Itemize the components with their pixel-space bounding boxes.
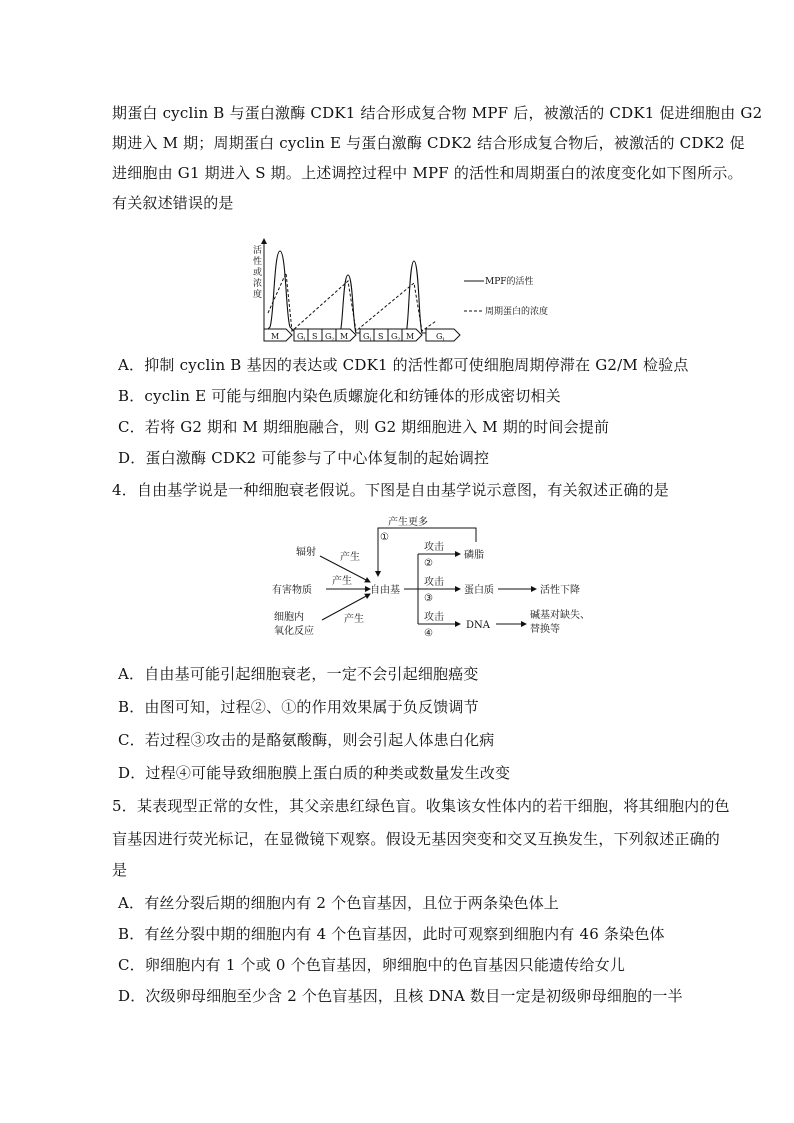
protein-label: 蛋白质 bbox=[464, 585, 494, 596]
produce-1-label: 产生 bbox=[340, 552, 360, 563]
q5-stem-line-1: 5．某表现型正常的女性，其父亲患红绿色盲。收集该女性体内的若干细胞，将其细胞内的色 bbox=[112, 797, 730, 815]
process-4-label: ④ bbox=[424, 628, 433, 639]
phase-g2-1: G bbox=[325, 332, 332, 341]
q5-option-a: A．有丝分裂后期的细胞内有 2 个色盲基因，且位于两条染色体上 bbox=[118, 894, 560, 912]
q3-option-a: A．抑制 cyclin B 基因的表达或 CDK1 的活性都可使细胞周期停滞在 G2/M 检验点 bbox=[118, 356, 689, 374]
legend-cyclin-label: 周期蛋白的浓度 bbox=[485, 307, 549, 317]
q5-stem-line-2: 盲基因进行荧光标记，在显微镜下观察。假设无基因突变和交叉互换发生，下列叙述正确的 bbox=[112, 830, 721, 848]
cell-oxid-label-1: 细胞内 bbox=[274, 612, 304, 623]
harmful-label: 有害物质 bbox=[272, 585, 312, 596]
attack-3-label: 攻击 bbox=[424, 612, 444, 623]
q4-option-d: D．过程④可能导致细胞膜上蛋白质的种类或数量发生改变 bbox=[118, 764, 511, 782]
attack-2-label: 攻击 bbox=[424, 577, 444, 588]
q5-stem-line-3: 是 bbox=[112, 861, 128, 879]
q4-option-b: B．由图可知，过程②、①的作用效果属于负反馈调节 bbox=[118, 698, 479, 716]
more-label: 产生更多 bbox=[388, 517, 428, 528]
ylabel-char-5: 度 bbox=[253, 290, 263, 300]
phase-g1-1-sub: 1 bbox=[303, 337, 307, 343]
radiation-label: 辐射 bbox=[296, 547, 316, 558]
phospholipid-label: 磷脂 bbox=[464, 550, 484, 561]
attack-1-label: 攻击 bbox=[424, 542, 444, 553]
phase-g2-2-sub: 2 bbox=[397, 337, 401, 343]
phase-g2-1-sub: 2 bbox=[331, 337, 335, 343]
cell-cycle-figure bbox=[240, 235, 580, 353]
q3-option-c: C．若将 G2 期和 M 期细胞融合，则 G2 期细胞进入 M 期的时间会提前 bbox=[118, 418, 610, 436]
process-1-label: ① bbox=[380, 532, 389, 543]
q4-stem: 4．自由基学说是一种细胞衰老假说。下图是自由基学说示意图，有关叙述正确的是 bbox=[112, 481, 669, 499]
legend-mpf-label: MPF的活性 bbox=[485, 277, 534, 287]
ylabel-char-3: 或 bbox=[253, 268, 263, 278]
q3-stem-line-3: 进细胞由 G1 期进入 S 期。上述调控过程中 MPF 的活性和周期蛋白的浓度变化如下图所示。 bbox=[112, 164, 743, 182]
phase-g1-end-sub: 1 bbox=[442, 337, 446, 343]
phase-g1-2: G bbox=[363, 332, 370, 341]
free-radical-figure bbox=[264, 512, 608, 642]
q4-option-c: C．若过程③攻击的是酪氨酸酶，则会引起人体患白化病 bbox=[118, 731, 495, 749]
q3-option-d: D．蛋白激酶 CDK2 可能参与了中心体复制的起始调控 bbox=[118, 449, 490, 467]
ylabel-char-4: 浓 bbox=[253, 279, 263, 289]
q3-stem-line-2: 期进入 M 期；周期蛋白 cyclin E 与蛋白激酶 CDK2 结合形成复合物后，被激活的 CDK2 促 bbox=[112, 134, 745, 152]
q5-option-c: C．卵细胞内有 1 个或 0 个色盲基因，卵细胞中的色盲基因只能遗传给女儿 bbox=[118, 956, 626, 974]
base-label-1: 碱基对缺失、 bbox=[530, 610, 590, 621]
phase-g1-end: G bbox=[436, 332, 443, 341]
q5-option-d: D．次级卵母细胞至少含 2 个色盲基因，且核 DNA 数目一定是初级卵母细胞的一半 bbox=[118, 987, 683, 1005]
phase-s-2: S bbox=[378, 332, 384, 341]
produce-3-label: 产生 bbox=[344, 614, 364, 625]
mpf-activity-curve bbox=[264, 251, 438, 333]
q3-stem-line-4: 有关叙述错误的是 bbox=[112, 194, 234, 212]
base-label-2: 替换等 bbox=[530, 624, 560, 635]
phase-s-1: S bbox=[312, 332, 318, 341]
cyclin-concentration-curve bbox=[268, 273, 436, 331]
q3-stem-line-1: 期蛋白 cyclin B 与蛋白激酶 CDK1 结合形成复合物 MPF 后，被激活的 CDK1 促进细胞由 G2 bbox=[112, 104, 763, 122]
ylabel-char-2: 性 bbox=[253, 257, 263, 267]
ylabel-char-1: 活 bbox=[253, 246, 263, 256]
produce-2-label: 产生 bbox=[332, 576, 352, 587]
phase-g1-2-sub: 1 bbox=[369, 337, 373, 343]
phase-m-1: M bbox=[271, 332, 280, 341]
q5-option-b: B．有丝分裂中期的细胞内有 4 个色盲基因，此时可观察到细胞内有 46 条染色体 bbox=[118, 925, 665, 943]
activity-down-label: 活性下降 bbox=[540, 585, 580, 596]
q4-option-a: A．自由基可能引起细胞衰老，一定不会引起细胞癌变 bbox=[118, 665, 479, 683]
phase-g1-1: G bbox=[297, 332, 304, 341]
phase-g2-2: G bbox=[391, 332, 398, 341]
phase-m-3: M bbox=[406, 332, 415, 341]
process-2-label: ② bbox=[424, 558, 433, 569]
free-radical-label: 自由基 bbox=[370, 585, 400, 596]
process-3-label: ③ bbox=[424, 593, 433, 604]
phase-m-2: M bbox=[340, 332, 349, 341]
cell-oxid-label-2: 氧化反应 bbox=[274, 626, 314, 637]
q3-option-b: B．cyclin E 可能与细胞内染色质螺旋化和纺锤体的形成密切相关 bbox=[118, 387, 561, 405]
dna-label: DNA bbox=[466, 620, 490, 631]
